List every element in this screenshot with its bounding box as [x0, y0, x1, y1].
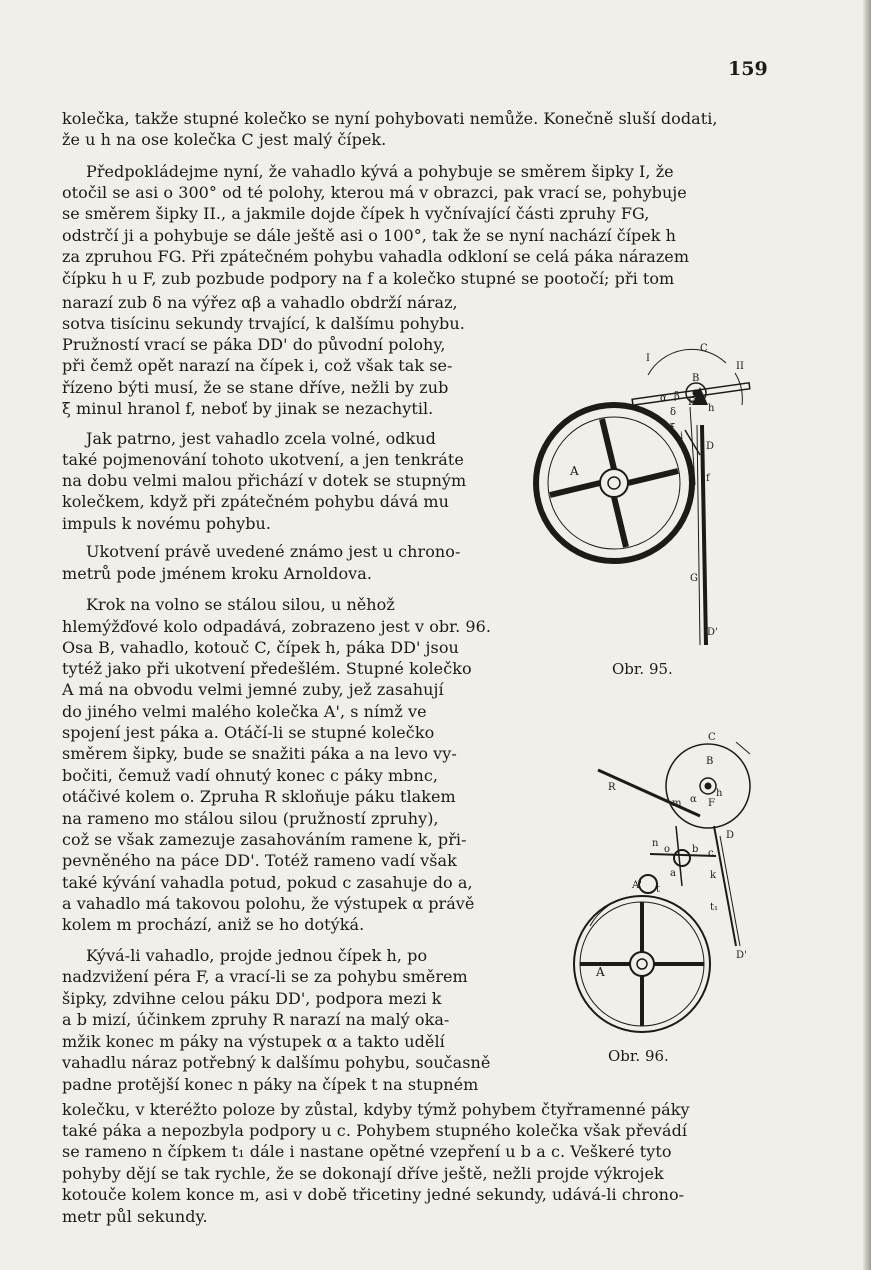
text-line: na rameno mo stálou silou (pružností zpruhy), [62, 809, 439, 828]
fig96-label: A' [632, 880, 642, 891]
fig95-label: f [706, 473, 710, 484]
text-line: metrů pode jménem kroku Arnoldova. [62, 564, 372, 583]
text-line: kolečka, takže stupné kolečko se nyní pohybovati nemůže. Konečně sluší dodati, [62, 109, 718, 128]
fig95-label: F [688, 397, 695, 408]
fig95-label: II [736, 361, 744, 372]
text-line: se směrem šipky II., a jakmile dojde čípek h vyčnívající části zpruhy FG, [62, 204, 650, 223]
text-line: otočil se asi o 300° od té polohy, kterou má v obrazci, pak vrací se, pohybuje [62, 183, 687, 202]
fig95-label: D' [707, 627, 718, 638]
fig96-label: D [726, 830, 735, 841]
fig96-label: B [706, 756, 714, 767]
fig96-label: h [716, 788, 723, 799]
fig96-label: b [692, 844, 699, 855]
text-line: šipky, zdvihne celou páku DD', podpora mezi k [62, 989, 442, 1008]
fig96-label: a [670, 868, 676, 879]
text-line: a b mizí, účinkem zpruhy R narazí na malý oka- [62, 1010, 450, 1029]
text-line: hlemýžďové kolo odpadává, zobrazeno jest v obr. 96. [62, 617, 491, 636]
text-line: řízeno býti musí, že se stane dříve, nežli by zub [62, 378, 449, 397]
fig95-label: α [660, 393, 667, 404]
figure-96-caption: Obr. 96. [608, 1047, 669, 1065]
text-line: Kývá-li vahadlo, projde jednou čípek h, po [86, 946, 428, 965]
text-line: Pružností vrací se páka DD' do původní polohy, [62, 335, 446, 354]
fig96-label: k [710, 870, 717, 881]
fig95-label: D [706, 441, 715, 452]
fig96-label: R [608, 782, 616, 793]
text-line: se rameno n čípkem t₁ dále i nastane opětné vzepření u b a c. Veškeré tyto [62, 1142, 672, 1161]
fig95-label: A [570, 464, 579, 478]
text-line: narazí zub δ na výřez αβ a vahadlo obdrží náraz, [62, 293, 458, 312]
text-line: bočiti, čemuž vadí ohnutý konec c páky mbnc, [62, 766, 438, 785]
fig95-label: G [690, 573, 698, 584]
text-line: Ukotvení právě uvedené známo jest u chrono- [86, 542, 461, 561]
fig96-label: t₁ [710, 902, 719, 913]
text-line: také kývání vahadla potud, pokud c zasahuje do a, [62, 873, 473, 892]
figure-95 [530, 335, 780, 665]
text-line: nadzvižení péra F, a vrací-li se za pohybu směrem [62, 967, 468, 986]
text-line: odstrčí ji a pohybuje se dále ještě asi o 100°, tak že se nyní nachází čípek h [62, 226, 677, 245]
figure-96 [560, 726, 800, 1046]
page-number: 159 [728, 58, 768, 80]
text-line: sotva tisícinu sekundy trvající, k dalšímu pohybu. [62, 314, 465, 333]
text-line: tytéž jako při ukotvení předešlém. Stupné kolečko [62, 659, 472, 678]
text-line: čípku h u F, zub pozbude podpory na f a kolečko stupné se pootočí; při tom [62, 269, 675, 288]
text-line: padne protější konec n páky na čípek t na stupném [62, 1075, 479, 1094]
text-line: mžik konec m páky na výstupek α a takto udělí [62, 1032, 445, 1051]
text-line: Osa B, vahadlo, kotouč C, čípek h, páka DD' jsou [62, 638, 459, 657]
fig96-label: m [672, 798, 682, 809]
text-line: otáčivé kolem o. Zpruha R skloňuje páku tlakem [62, 787, 456, 806]
text-line: vahadlu náraz potřebný k dalšímu pohybu, současně [62, 1053, 491, 1072]
fig96-label: D' [736, 950, 747, 961]
fig95-label: i [680, 431, 684, 442]
text-line: kolečku, v kteréžto poloze by zůstal, kdyby týmž pohybem čtyřramenné páky [62, 1100, 690, 1119]
fig96-label: t [656, 884, 661, 895]
text-line: a vahadlo má takovou polohu, že výstupek α právě [62, 894, 475, 913]
fig95-label: I [646, 353, 650, 364]
fig95-label: β [674, 391, 680, 402]
text-line: Krok na volno se stálou silou, u něhož [86, 595, 395, 614]
text-line: pevněného na páce DD'. Totéž rameno vadí však [62, 851, 457, 870]
fig96-label: F [708, 798, 715, 809]
fig96-label: α [690, 794, 697, 805]
fig96-label: o [664, 844, 671, 855]
fig96-label: C [708, 732, 716, 743]
text-line: kotouče kolem konce m, asi v době třicetiny jedné sekundy, udává-li chrono- [62, 1185, 685, 1204]
text-line: impuls k novému pohybu. [62, 514, 272, 533]
fig95-label: ξ [670, 423, 676, 434]
fig96-label: A [596, 965, 605, 979]
text-line: což se však zamezuje zasahováním ramene k, při- [62, 830, 467, 849]
figure-95-caption: Obr. 95. [612, 660, 673, 678]
fig95-label: h [708, 403, 715, 414]
text-line: pohyby dějí se tak rychle, že se dokonají dříve ještě, nežli projde výkrojek [62, 1164, 664, 1183]
fig96-label: c [708, 848, 714, 859]
text-line: že u h na ose kolečka C jest malý čípek. [62, 130, 387, 149]
text-line: metr půl sekundy. [62, 1207, 208, 1226]
text-line: A má na obvodu velmi jemné zuby, jež zasahují [62, 680, 444, 699]
text-line: na dobu velmi malou přichází v dotek se stupným [62, 471, 467, 490]
fig96-label: n [652, 838, 659, 849]
text-line: při čemž opět narazí na čípek i, což však tak se- [62, 356, 453, 375]
text-line: ξ minul hranol f, neboť by jinak se nezachytil. [62, 399, 434, 418]
page-edge-shadow [863, 0, 871, 1270]
text-line: za zpruhou FG. Při zpátečném pohybu vahadla odkloní se celá páka nárazem [62, 247, 690, 266]
text-line: do jiného velmi malého kolečka A', s nímž ve [62, 702, 427, 721]
fig95-label: B [692, 373, 700, 384]
text-line: také páka a nepozbyla podpory u c. Pohybem stupného kolečka však převádí [62, 1121, 688, 1140]
text-line: také pojmenování tohoto ukotvení, a jen tenkráte [62, 450, 464, 469]
fig95-label: δ [670, 407, 677, 418]
text-line: kolečkem, když při zpátečném pohybu dává mu [62, 492, 449, 511]
text-line: Předpokládejme nyní, že vahadlo kývá a pohybuje se směrem šipky I, že [86, 162, 674, 181]
text-line: spojení jest páka a. Otáčí-li se stupné kolečko [62, 723, 435, 742]
fig95-label: C [700, 343, 708, 354]
text-line: kolem m prochází, aniž se ho dotýká. [62, 915, 365, 934]
text-line: Jak patrno, jest vahadlo zcela volné, odkud [86, 429, 436, 448]
text-line: směrem šipky, bude se snažiti páka a na levo vy- [62, 744, 457, 763]
